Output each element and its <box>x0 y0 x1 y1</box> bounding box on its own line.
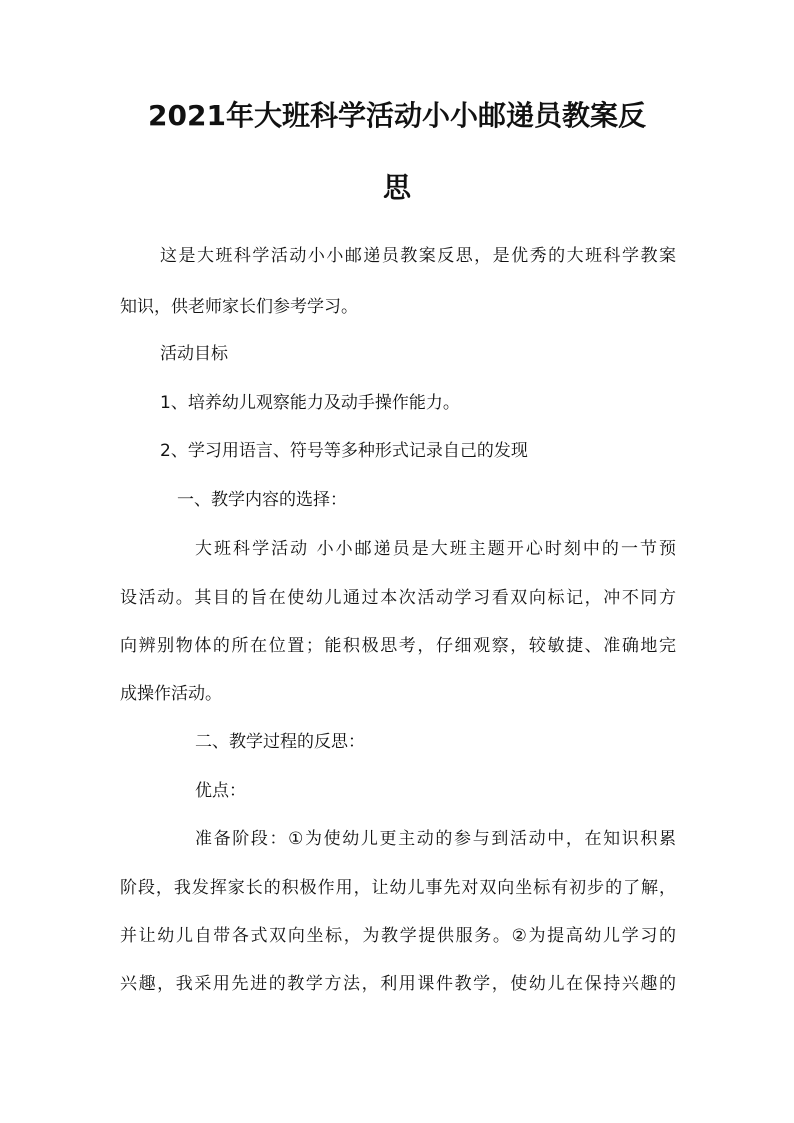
section2-subheading: 优点： <box>195 781 246 801</box>
section2-para-line-1: 准备阶段：①为使幼儿更主动的参与到活动中，在知识积累 <box>195 829 676 849</box>
section1-para-line-2: 设活动。其目的旨在使幼儿通过本次活动学习看双向标记，冲不同方 <box>120 588 676 608</box>
document-title-line-2: 思 <box>382 171 411 204</box>
section1-para-line-3: 向辨别物体的所在位置；能积极思考，仔细观察，较敏捷、准确地完 <box>120 636 676 656</box>
section1-para-line-4: 成操作活动。 <box>120 684 222 704</box>
section2-heading: 二、教学过程的反思： <box>195 732 365 752</box>
section2-para-line-2: 阶段，我发挥家长的积极作用，让幼儿事先对双向坐标有初步的了解， <box>120 878 676 898</box>
intro-line-1: 这是大班科学活动小小邮递员教案反思，是优秀的大班科学教案 <box>160 246 676 266</box>
goals-item-1: 1、培养幼儿观察能力及动手操作能力。 <box>160 393 460 413</box>
goals-item-2: 2、学习用语言、符号等多种形式记录自己的发现 <box>160 441 528 461</box>
intro-line-2: 知识，供老师家长们参考学习。 <box>120 297 358 317</box>
document-title-line-1: 2021年大班科学活动小小邮递员教案反 <box>148 99 646 132</box>
section2-para-line-3: 并让幼儿自带各式双向坐标，为教学提供服务。②为提高幼儿学习的 <box>120 926 676 946</box>
goals-heading: 活动目标 <box>160 344 228 364</box>
section1-heading: 一、教学内容的选择： <box>177 490 347 510</box>
section1-para-line-1: 大班科学活动 小小邮递员是大班主题开心时刻中的一节预 <box>195 539 676 559</box>
section2-para-line-4: 兴趣，我采用先进的教学方法，利用课件教学，使幼儿在保持兴趣的 <box>120 974 676 994</box>
